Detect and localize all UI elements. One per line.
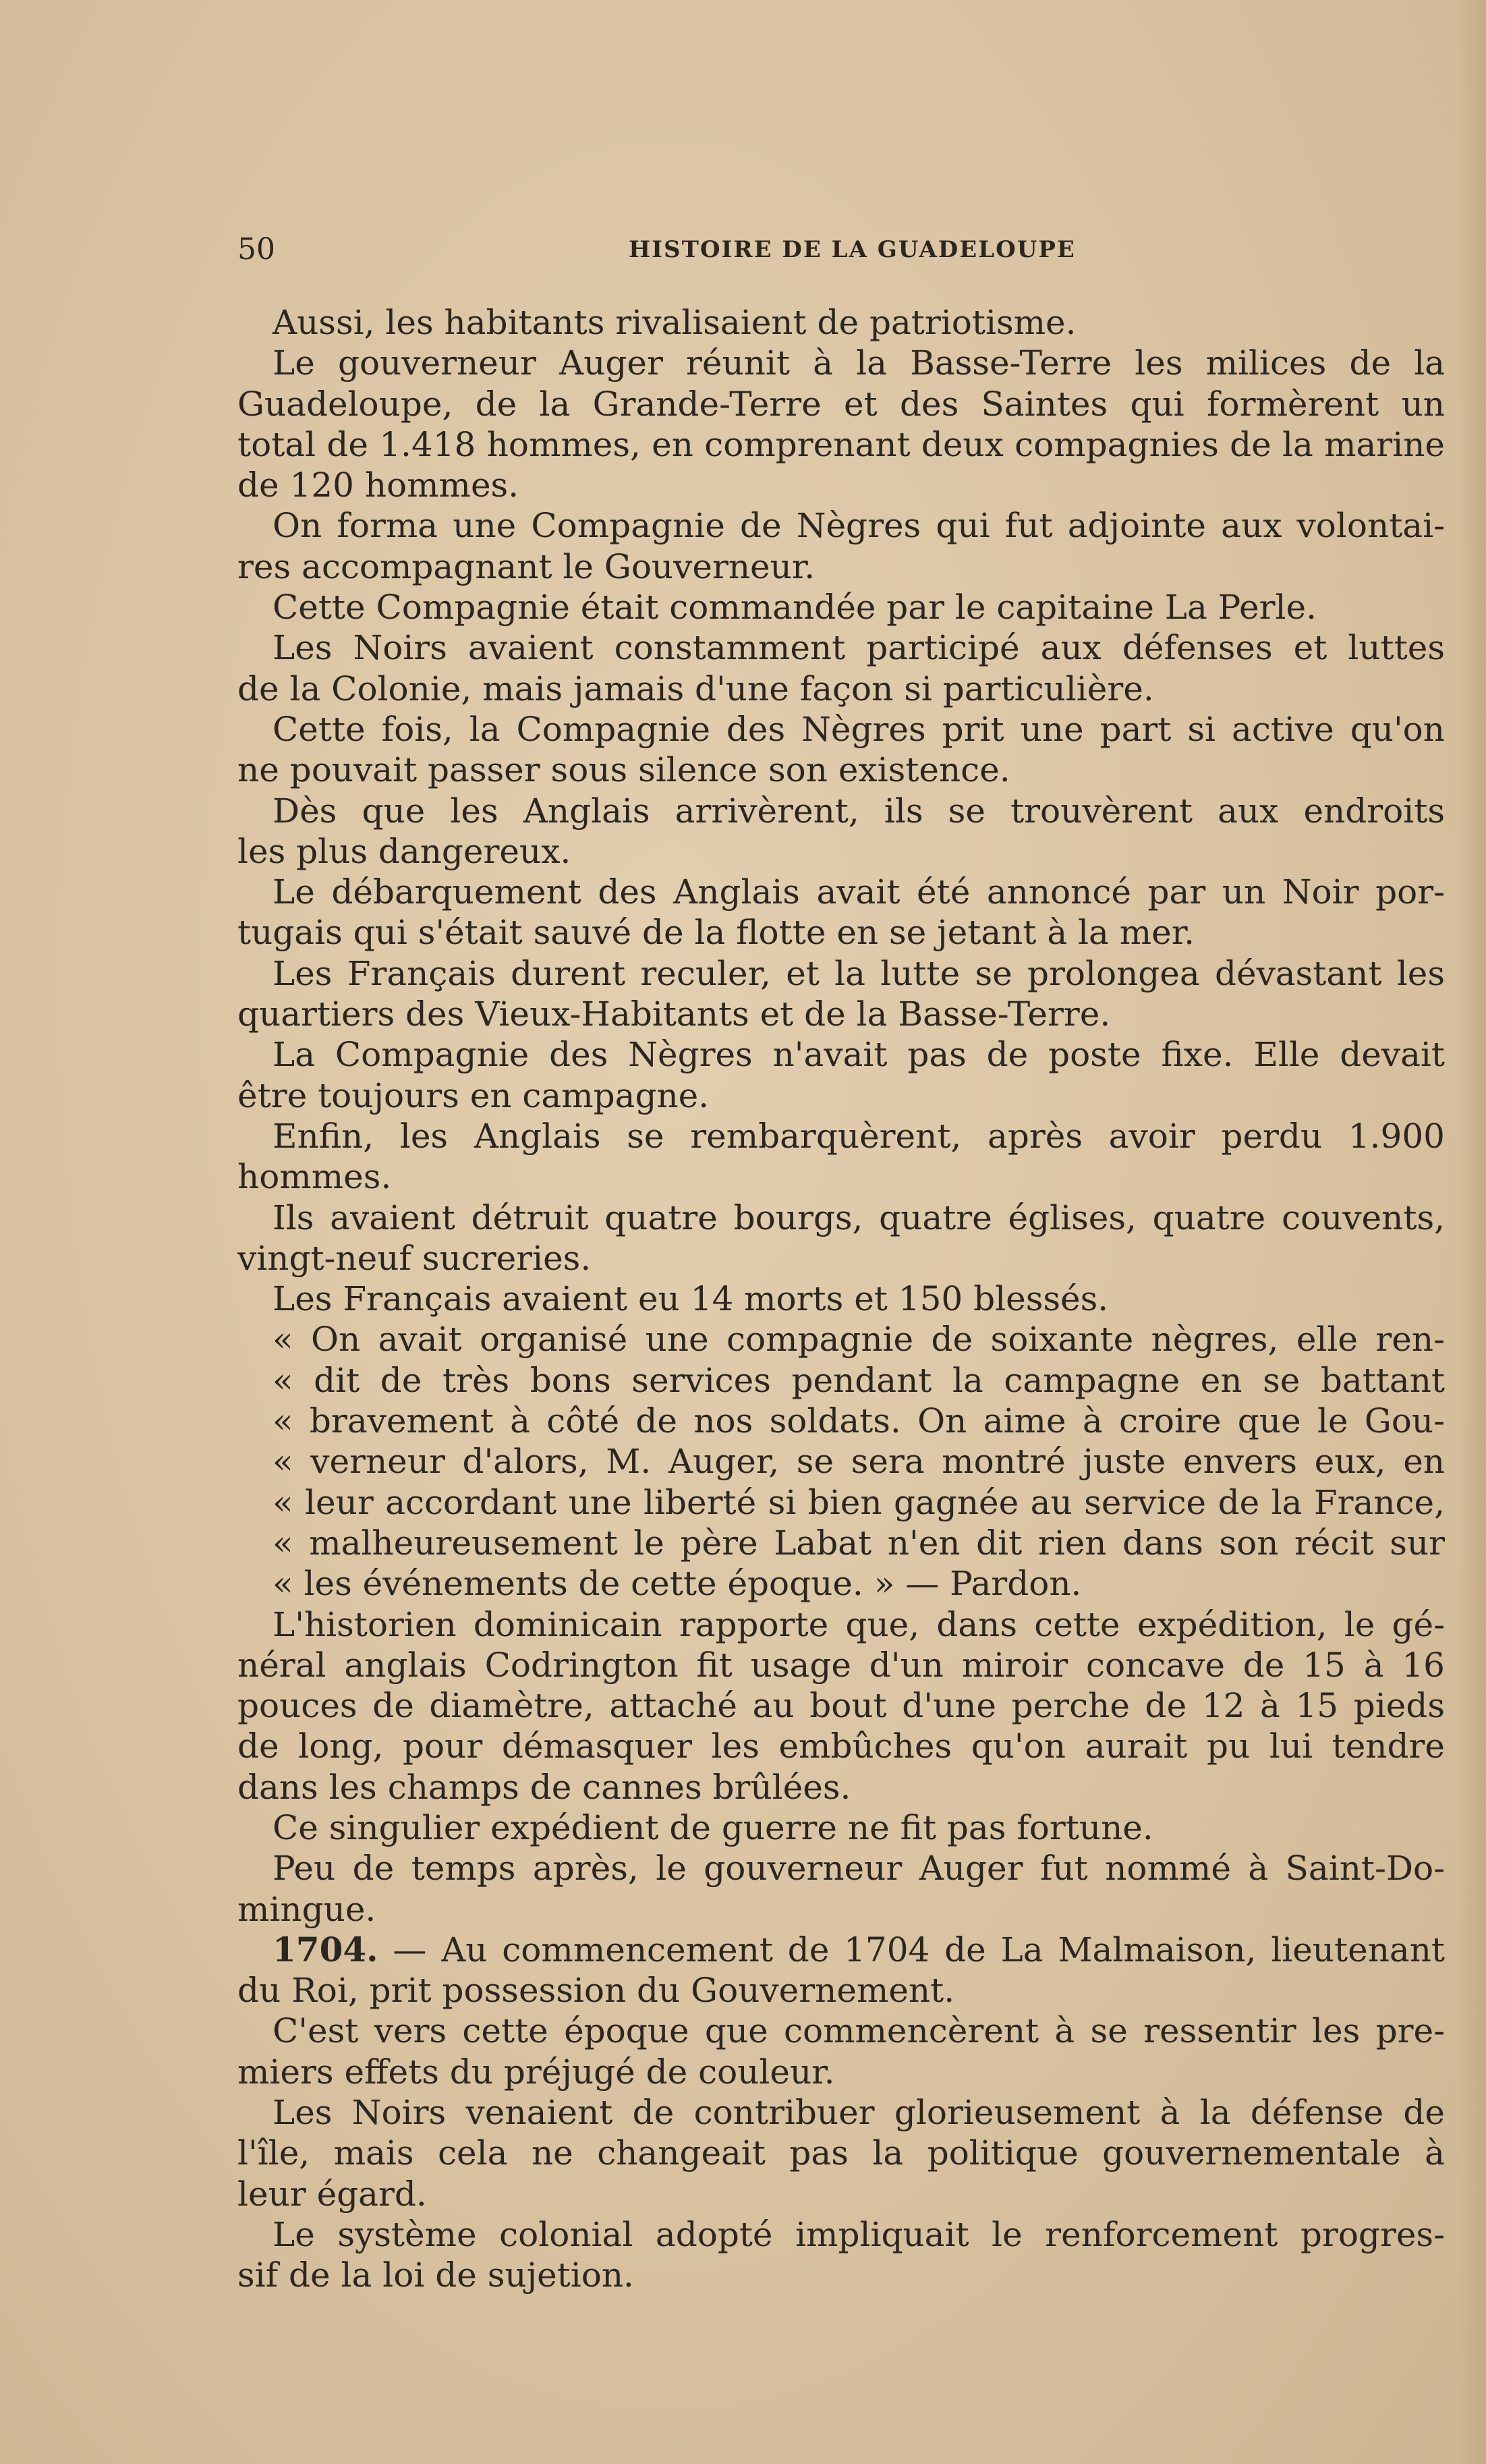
text-line: Ce singulier expédient de guerre ne fit pas fortune. (273, 1808, 1153, 1847)
text-line: Le débarquement des Anglais avait été annoncé par un Noir por- (273, 872, 1445, 912)
text-line: de la Colonie, mais jamais d'une façon si particulière. (237, 669, 1154, 708)
text-line: L'historien dominicain rapporte que, dans cette expédition, le gé- (273, 1604, 1445, 1644)
text-line: Les Noirs venaient de contribuer glorieusement à la défense de (273, 2093, 1445, 2133)
text-line: mingue. (237, 1889, 376, 1929)
text-line: de long, pour démasquer les embûches qu'on aurait pu lui tendre (237, 1727, 1445, 1766)
year-label: 1704. (273, 1929, 378, 1969)
running-title: HISTOIRE DE LA GUADELOUPE (629, 236, 1076, 263)
page-number: 50 (237, 232, 275, 267)
text-line: « verneur d'alors, M. Auger, se sera montré juste envers eux, en (273, 1442, 1445, 1482)
text-line: de 120 hommes. (237, 466, 519, 505)
text-line: les plus dangereux. (237, 831, 571, 871)
year-line-text: — Au commencement de 1704 de La Malmaison, lieutenant (393, 1930, 1445, 1969)
text-line: Cette fois, la Compagnie des Nègres prit une part si active qu'on (273, 709, 1445, 749)
text-line: Le système colonial adopté impliquait le renforcement progres- (273, 2214, 1445, 2254)
text-line: Le gouverneur Auger réunit à la Basse-Terre les milices de la (273, 343, 1445, 383)
text-line: Ils avaient détruit quatre bourgs, quatre églises, quatre couvents, (273, 1198, 1445, 1237)
text-line: tugais qui s'était sauvé de la flotte en se jetant à la mer. (237, 913, 1195, 953)
text-line: total de 1.418 hommes, en comprenant deux compagnies de la marine (237, 424, 1445, 464)
text-line: C'est vers cette époque que commencèrent à se ressentir les pre- (273, 2011, 1445, 2051)
page-edge-shadow (1459, 0, 1486, 2464)
text-line: On forma une Compagnie de Nègres qui fut adjointe aux volontai- (273, 506, 1445, 546)
text-line: quartiers des Vieux-Habitants et de la Basse-Terre. (237, 995, 1111, 1034)
page-header (237, 229, 1438, 270)
text-line: Guadeloupe, de la Grande-Terre et des Saintes qui formèrent un (237, 384, 1445, 424)
text-line: pouces de diamètre, attaché au bout d'une perche de 12 à 15 pieds (237, 1686, 1445, 1726)
text-line: être toujours en campagne. (237, 1075, 710, 1115)
text-line: « dit de très bons services pendant la campagne en se battant (273, 1360, 1445, 1400)
text-line: Les Noirs avaient constamment participé aux défenses et luttes (273, 628, 1445, 668)
text-line (237, 1930, 1445, 1970)
text-line: res accompagnant le Gouverneur. (237, 547, 816, 586)
text-line: Peu de temps après, le gouverneur Auger fut nommé à Saint-Do- (273, 1849, 1445, 1888)
text-line: Les Français durent reculer, et la lutte se prolongea dévastant les (273, 953, 1445, 993)
text-line: Les Français avaient eu 14 morts et 150 blessés. (273, 1279, 1109, 1319)
text-line: vingt-neuf sucreries. (237, 1238, 592, 1278)
text-line: Cette Compagnie était commandée par le capitaine La Perle. (273, 588, 1317, 627)
text-line: « bravement à côté de nos soldats. On aime à croire que le Gou- (273, 1401, 1445, 1441)
text-line: ne pouvait passer sous silence son existence. (237, 750, 1010, 790)
text-line: sif de la loi de sujetion. (237, 2256, 634, 2295)
text-line: dans les champs de cannes brûlées. (237, 1767, 851, 1807)
text-line: Dès que les Anglais arrivèrent, ils se trouvèrent aux endroits (273, 791, 1445, 831)
text-line: « leur accordant une liberté si bien gagnée au service de la France, (273, 1482, 1445, 1522)
text-line: du Roi, prit possession du Gouvernement. (237, 1971, 955, 2011)
text-line: hommes. (237, 1157, 392, 1197)
text-line: La Compagnie des Nègres n'avait pas de poste fixe. Elle devait (273, 1035, 1445, 1075)
text-line: « malheureusement le père Labat n'en dit rien dans son récit sur (273, 1523, 1445, 1563)
text-line: Enfin, les Anglais se rembarquèrent, après avoir perdu 1.900 (273, 1116, 1445, 1156)
text-line: leur égard. (237, 2174, 427, 2214)
text-line: Aussi, les habitants rivalisaient de patriotisme. (273, 303, 1077, 342)
text-line: miers effets du préjugé de couleur. (237, 2052, 835, 2092)
text-line: « On avait organisé une compagnie de soixante nègres, elle ren- (273, 1320, 1445, 1360)
text-line: l'île, mais cela ne changeait pas la politique gouvernementale à (237, 2133, 1445, 2173)
text-line: néral anglais Codrington fit usage d'un miroir concave de 15 à 16 (237, 1645, 1445, 1685)
text-line: « les événements de cette époque. » — Pardon. (273, 1564, 1082, 1604)
body-text (237, 302, 1445, 2296)
